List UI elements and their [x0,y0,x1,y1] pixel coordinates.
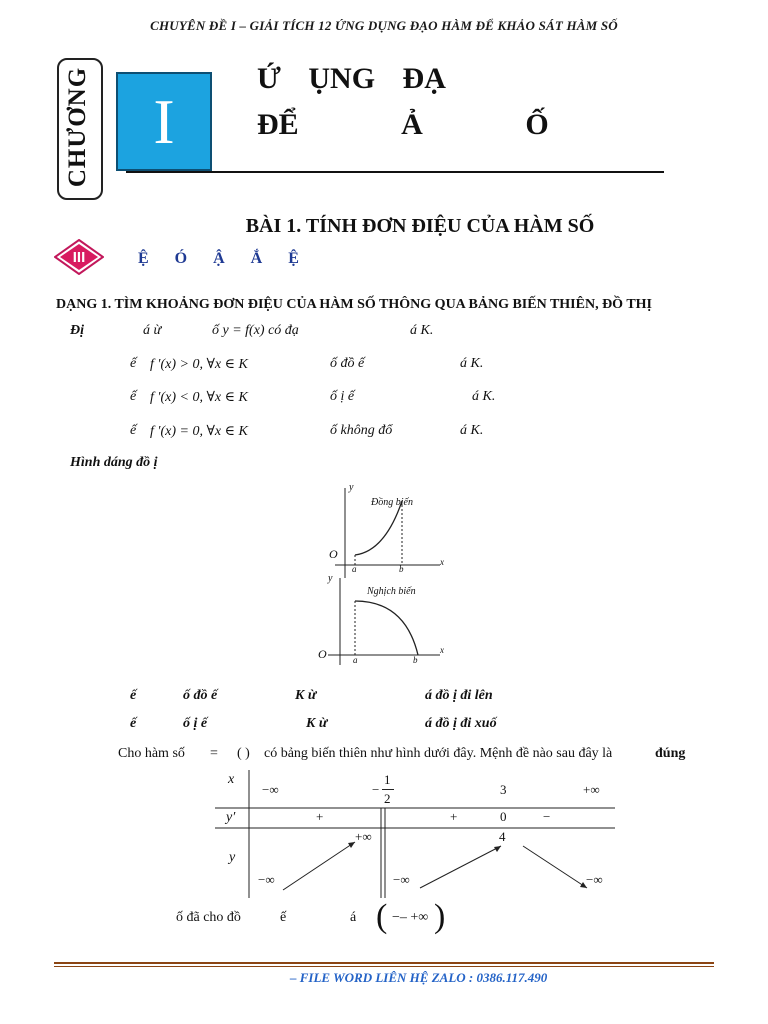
note1-k: K ừ [295,688,317,703]
vt-x-three: 3 [500,782,507,797]
page-header: CHUYÊN ĐỀ I – GIẢI TÍCH 12 ỨNG DỤNG ĐẠO HÀM ĐỂ KHẢO SÁT HÀM SỐ [150,18,618,33]
theory-def-text3: á K. [410,323,434,338]
section-badge: III [72,248,86,266]
vt-sign-zero: 0 [500,809,507,824]
note2-fn: ố ị ế [183,716,208,731]
chapter-title-line2: ĐỂ Ả Ố [257,108,549,141]
vt-sign-1: + [316,809,324,824]
rule3-result: ố không đổ [330,423,393,438]
answer-interval: −– +∞ [392,910,429,925]
graph-top-a: a [352,564,357,574]
problem-emphasis: đúng [655,746,686,761]
rule2-result: ố ị ế [330,389,355,404]
rule2-domain: á K. [472,389,496,404]
graph-top-label: Đồng biến [371,497,413,508]
graph-bottom-label: Nghịch biến [367,586,416,597]
problem-text: có bảng biến thiên như hình dưới đây. Mệnh đề nào sau đây là [264,746,613,761]
vt-yp-label: y′ [226,810,236,825]
note2-k: K ừ [306,716,328,731]
lesson-title: BÀI 1. TÍNH ĐƠN ĐIỆU CỦA HÀM SỐ [245,215,595,237]
theory-def-text1: á ừ [143,323,162,338]
vt-y-four: 4 [499,829,506,844]
vt-x-half-num: 1 [384,772,391,787]
note2-if: ế [130,716,137,731]
graph-shape-label: Hình dáng đồ ị [70,455,158,470]
chapter-title-line1: Ứ ỤNG ĐẠ [257,62,446,95]
problem-prefix: Cho hàm số [118,746,185,761]
note1-fn: ố đồ ế [183,688,218,703]
graph-top-b: b [399,564,404,574]
dang-title: DẠNG 1. TÌM KHOẢNG ĐƠN ĐIỆU CỦA HÀM SỐ THÔNG QUA BẢNG BIẾN THIÊN, ĐỒ THỊ [56,297,652,312]
graph-top-origin: O [329,547,338,561]
rule1-domain: á K. [460,356,484,371]
chapter-number-box [116,72,212,171]
footer-rule-thin [54,966,714,967]
vt-sign-3: − [543,809,551,824]
answer-open-paren: ( [376,898,388,935]
rule1-if: ế [130,356,137,371]
vt-x-half-den: 2 [384,791,391,806]
graph-top-yaxis: y [349,482,354,493]
vt-y-neg-inf-1: −∞ [258,872,275,887]
vt-x-label: x [228,772,235,787]
vt-x-minus: − [372,782,380,797]
rule3-cond: f ′(x) = 0, ∀x ∈ K [150,424,248,439]
rule1-result: ố đồ ế [330,356,365,371]
vt-y-label: y [229,850,236,865]
rule2-cond: f ′(x) < 0, ∀x ∈ K [150,390,248,405]
answer-close-paren: ) [434,898,446,935]
theory-def-text2: ố y = f(x) có đạ [212,323,299,338]
problem-paren: ( ) [237,746,250,761]
vt-y-pos-inf: +∞ [355,829,372,844]
title-underline [126,171,664,173]
rule3-if: ế [130,423,137,438]
vt-x-neg-inf: −∞ [262,782,279,797]
rule3-domain: á K. [460,423,484,438]
note1-result: á đồ ị đi lên [425,688,493,703]
graph-bottom-yaxis: y [328,573,333,584]
vt-y-neg-inf-3: −∞ [586,872,603,887]
rule1-cond: f ′(x) > 0, ∀x ∈ K [150,357,248,372]
graph-bottom-xaxis: x [440,645,444,655]
answer-text-a: ố đã cho đồ [176,910,241,925]
note1-if: ế [130,688,137,703]
note2-result: á đồ ị đi xuố [425,716,497,731]
graph-bottom-a: a [353,655,358,665]
theory-def-label: Đị [70,323,84,338]
section-title: Ệ Ó Ậ Ắ Ệ [138,250,299,267]
graph-bottom-origin: O [318,647,327,661]
chapter-label [57,58,99,196]
footer-rule-thick [54,962,714,964]
answer-text-c: á [350,910,357,925]
answer-text-b: ế [280,910,287,925]
footer-contact: – FILE WORD LIÊN HỆ ZALO : 0386.117.490 [290,970,548,985]
graph-bottom-b: b [413,655,418,665]
vt-sign-2: + [450,809,458,824]
vt-y-neg-inf-2: −∞ [393,872,410,887]
graph-top-xaxis: x [440,557,444,567]
chapter-label-text: CHƯƠNG [64,66,91,188]
vt-x-pos-inf: +∞ [583,782,600,797]
rule2-if: ế [130,389,137,404]
problem-eq: = [210,746,218,761]
chapter-number: I [153,85,175,157]
vt-x-half-bar [382,789,394,790]
